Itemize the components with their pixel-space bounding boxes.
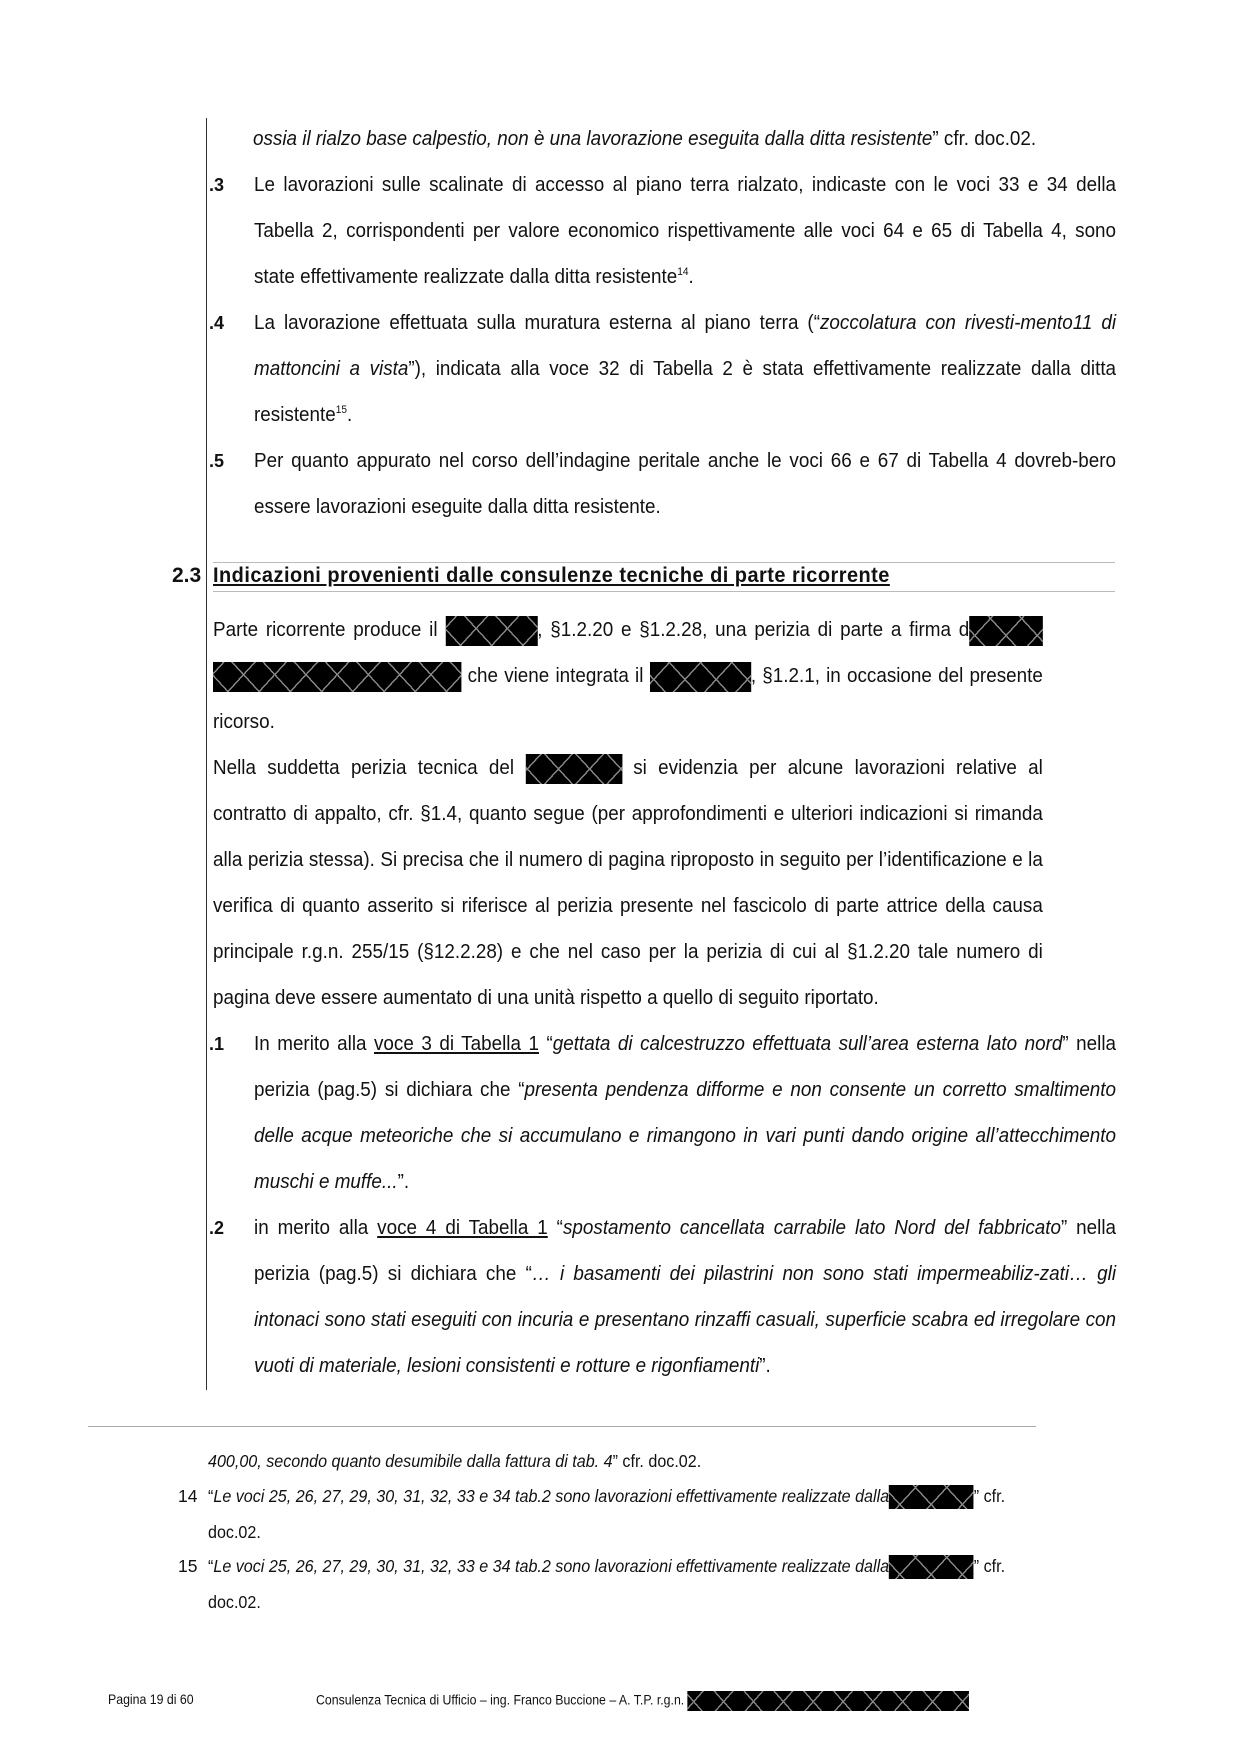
section-number: 2.3	[172, 564, 202, 587]
section-title: Indicazioni provenienti dalle consulenze tecniche di parte ricorrente	[213, 564, 890, 587]
redaction-block	[688, 1691, 970, 1711]
footnote-ref[interactable]: 14	[677, 266, 689, 279]
footnote-separator	[88, 1426, 1036, 1427]
item-number: .2	[209, 1218, 225, 1238]
item-number: .1	[209, 1034, 225, 1054]
heading-rule-bottom	[213, 591, 1115, 592]
item-number: .5	[209, 451, 225, 471]
continued-line: ossia il rialzo base calpestio, non è una lavorazione eseguita dalla ditta resistente” cfr. doc.02.	[253, 127, 1037, 150]
table-reference: voce 3 di Tabella 1	[374, 1032, 539, 1055]
heading-rule-top	[213, 562, 1115, 563]
left-margin-bar	[206, 118, 207, 1390]
paragraph: Parte ricorrente produce il , §1.2.20 e §1.2.28, una perizia di parte a firma d che viene integrata il , §1.2.1, in occasione del presente ricorso.	[213, 607, 1043, 745]
redaction-block	[445, 616, 537, 646]
item-number: .4	[209, 313, 225, 333]
page-number: Pagina 19 di 60	[108, 1691, 194, 1707]
table-reference: voce 4 di Tabella 1	[377, 1216, 548, 1239]
item-number: .3	[209, 175, 225, 195]
redaction-block	[213, 662, 461, 692]
footer-author: Consulenza Tecnica di Ufficio – ing. Franco Buccione – A. T.P. r.g.n.	[316, 1691, 969, 1711]
list-item: .4 La lavorazione effettuata sulla muratura esterna al piano terra (“zoccolatura con rivesti-mento11 di mattoncini a vista”), indicata alla voce 32 di Tabella 2 è stata effettivamente realizzate dalla ditta resistente$^{15}$.	[209, 300, 1117, 438]
list-item: .3 Le lavorazioni sulle scalinate di accesso al piano terra rialzato, indicaste con le voci 33 e 34 della Tabella 2, corrispondenti per valore economico rispettivamente alle voci 64 e 65 di Tabella 4, sono state effettivamente realizzate dalla ditta resistente$^{14}$.	[209, 162, 1117, 300]
paragraph: Nella suddetta perizia tecnica del si evidenzia per alcune lavorazioni relative al contratto di appalto, cfr. §1.4, quanto segue (per approfondimenti e ulteriori indicazioni si rimanda alla perizia stessa). Si precisa che il numero di pagina riproposto in seguito per l’identificazione e la verifica di quanto asserito si riferisce al perizia presente nel fascicolo di parte attrice della causa principale r.g.n. 255/15 (§12.2.28) e che nel caso per la perizia di cui al §1.2.20 tale numero di pagina deve essere aumentato di una unità rispetto a quello di seguito riportato.	[213, 745, 1043, 1021]
footnote-number: 14	[178, 1486, 198, 1506]
list-item: .5 Per quanto appurato nel corso dell’indagine peritale anche le voci 66 e 67 di Tabella 4 dovreb-bero essere lavorazioni eseguite dalla ditta resistente.	[209, 438, 1117, 530]
list-item: .2 in merito alla voce 4 di Tabella 1 “spostamento cancellata carrabile lato Nord del fabbricato” nella perizia (pag.5) si dichiara che “… i basamenti dei pilastrini non sono stati impermeabiliz-zati… gli intonaci sono stati eseguiti con incuria e presentano rinzaffi casuali, superficie scabra ed irregolare con vuoti di materiale, lesioni consistenti e rotture e rigonfiamenti”.	[209, 1205, 1117, 1389]
redaction-block	[650, 662, 751, 692]
redaction-block	[525, 754, 622, 784]
footnote-number: 15	[178, 1556, 198, 1576]
quote-text: ossia il rialzo base calpestio, non è una lavorazione eseguita dalla ditta resistente	[253, 127, 933, 150]
redaction-block	[889, 1555, 974, 1579]
footnote-ref[interactable]: 15	[335, 404, 348, 417]
redaction-block	[969, 616, 1043, 646]
list-item: .1 In merito alla voce 3 di Tabella 1 “gettata di calcestruzzo effettuata sull’area esterna lato nord” nella perizia (pag.5) si dichiara che “presenta pendenza difforme e non consente un corretto smaltimento delle acque meteoriche che si accumulano e rimangono in vari punti dando origine all’attecchimento muschi e muffe...”.	[209, 1021, 1117, 1205]
redaction-block	[889, 1485, 974, 1509]
